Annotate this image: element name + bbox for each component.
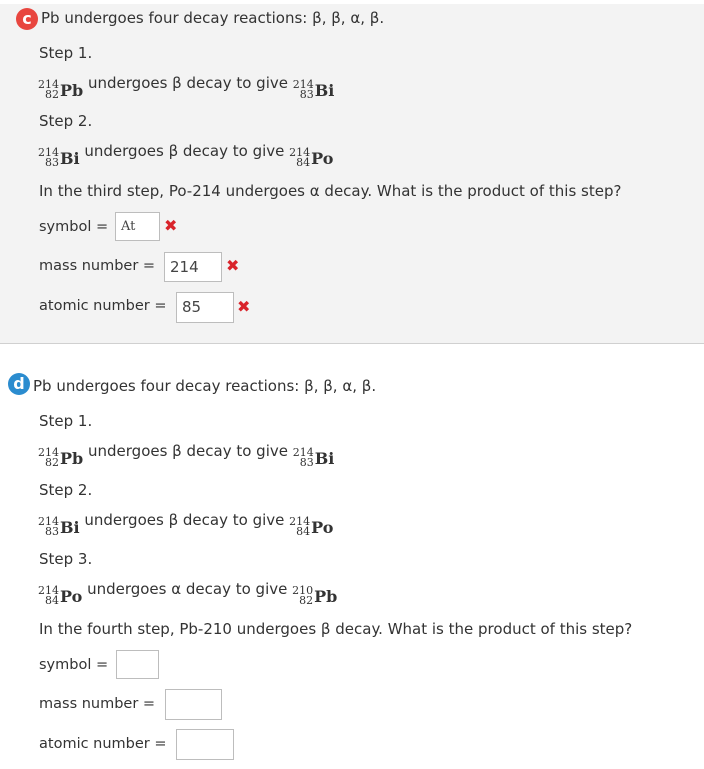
- symbol-label: symbol =: [39, 657, 109, 673]
- atomic-number-input[interactable]: 85: [176, 292, 234, 323]
- nuclide: 214 84 Po: [289, 146, 334, 169]
- step-text: undergoes β decay to give: [88, 74, 288, 92]
- incorrect-x-icon: ✖: [237, 297, 251, 316]
- part-d-step3-equation: [38, 580, 337, 606]
- nuclide: 214 82 Pb: [38, 446, 84, 469]
- part-d-step2-equation: [38, 511, 333, 537]
- part-c-question: In the third step, Po-214 undergoes α decay. What is the product of this step?: [39, 182, 622, 200]
- atomic-number-label: atomic number =: [39, 736, 167, 752]
- nuclide: 214 82 Pb: [38, 78, 84, 101]
- part-d-badge: d: [8, 373, 30, 395]
- nuclide: 214 84 Po: [289, 515, 334, 538]
- atomic-number-label: atomic number =: [39, 298, 167, 314]
- incorrect-x-icon: ✖: [164, 216, 178, 235]
- mass-number-label: mass number =: [39, 258, 156, 274]
- part-c-step2-label: Step 2.: [39, 112, 93, 130]
- step-text: undergoes α decay to give: [87, 580, 288, 598]
- part-c-step1-label: Step 1.: [39, 44, 93, 62]
- part-c-badge: c: [16, 8, 38, 30]
- symbol-input[interactable]: [116, 650, 159, 679]
- part-d-step2-label: Step 2.: [39, 481, 93, 499]
- incorrect-x-icon: ✖: [226, 256, 240, 275]
- nuclide: 214 83 Bi: [38, 146, 80, 169]
- step-text: undergoes β decay to give: [84, 142, 285, 160]
- part-d-intro: Pb undergoes four decay reactions: β, β, α, β.: [33, 377, 377, 395]
- mass-number-input[interactable]: 214: [164, 252, 222, 282]
- nuclide: 214 83 Bi: [292, 446, 335, 469]
- part-c-step1-equation: [38, 74, 334, 100]
- part-c-intro: Pb undergoes four decay reactions: β, β, α, β.: [41, 9, 385, 27]
- step-text: undergoes β decay to give: [84, 511, 285, 529]
- nuclide: 214 83 Bi: [292, 78, 335, 101]
- top-strip: [0, 0, 704, 4]
- part-d-question: In the fourth step, Pb-210 undergoes β decay. What is the product of this step?: [39, 620, 633, 638]
- symbol-input[interactable]: At: [115, 212, 160, 241]
- step-text: undergoes β decay to give: [88, 442, 288, 460]
- mass-number-input[interactable]: [165, 689, 222, 720]
- atomic-number-input[interactable]: [176, 729, 234, 760]
- nuclide: 214 84 Po: [38, 584, 83, 607]
- nuclide: 210 82 Pb: [292, 584, 338, 607]
- part-d-panel: [0, 343, 704, 769]
- part-d-step1-equation: [38, 442, 334, 468]
- part-c-panel: [0, 0, 704, 343]
- part-d-step1-label: Step 1.: [39, 412, 93, 430]
- part-d-step3-label: Step 3.: [39, 550, 93, 568]
- mass-number-label: mass number =: [39, 696, 156, 712]
- nuclide: 214 83 Bi: [38, 515, 80, 538]
- symbol-label: symbol =: [39, 219, 109, 235]
- part-c-step2-equation: [38, 142, 333, 168]
